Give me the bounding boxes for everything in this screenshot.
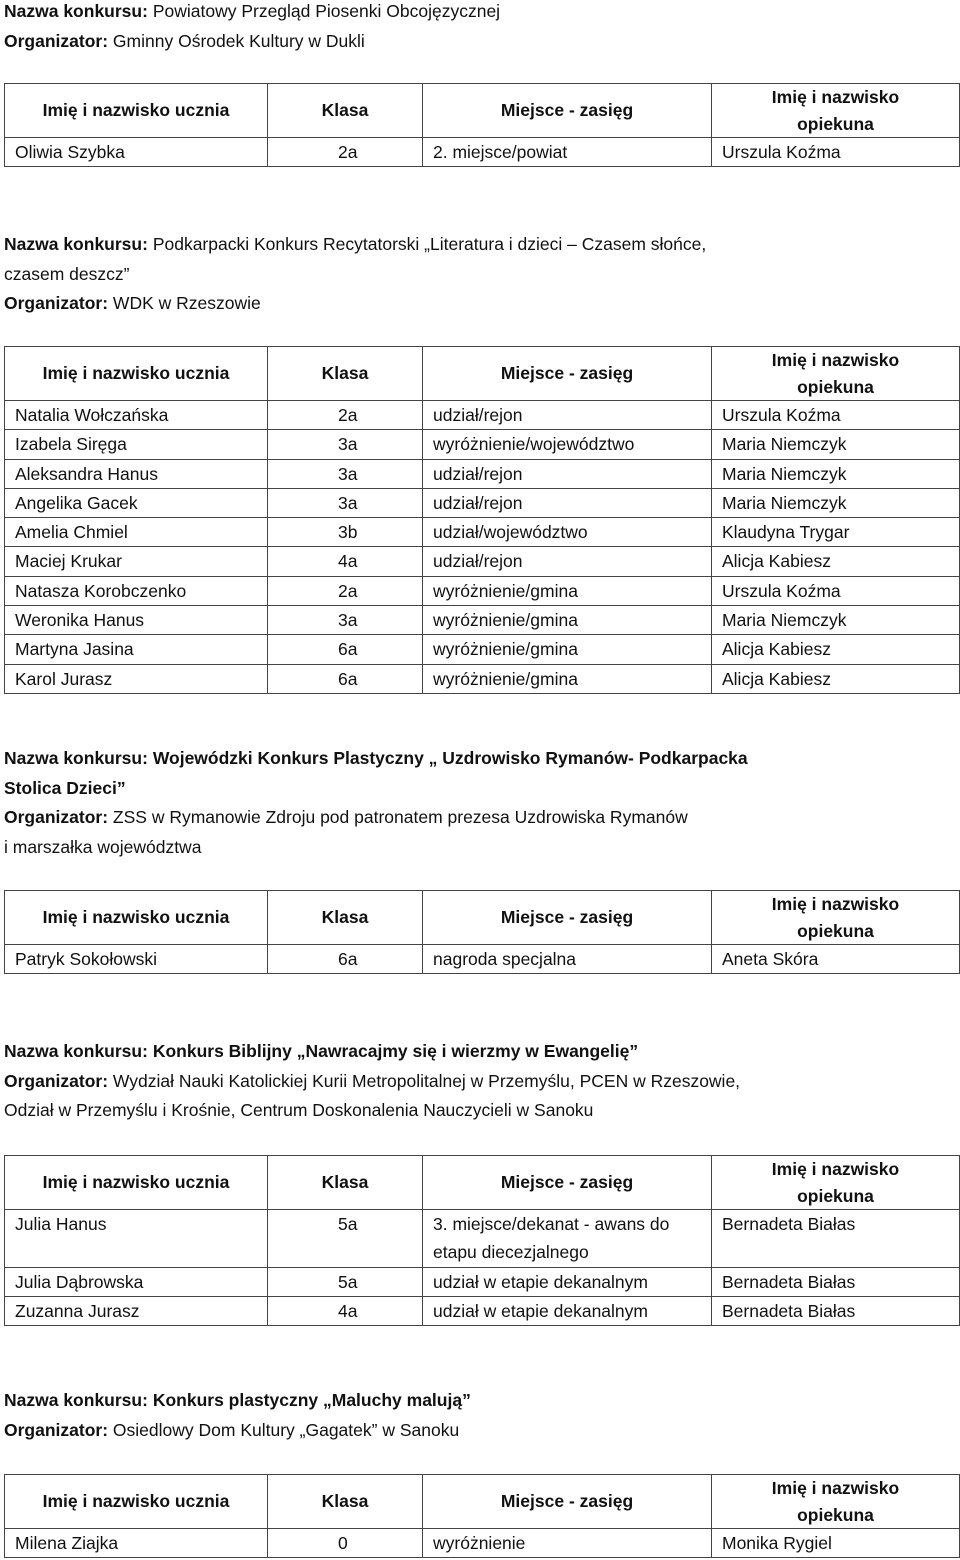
cell-student: Julia Dąbrowska xyxy=(5,1267,268,1296)
cell-student: Aleksandra Hanus xyxy=(5,459,268,488)
contest-name: Konkurs Biblijny „Nawracajmy się i wierzmy w Ewangelię” xyxy=(152,1041,639,1061)
cell-tutor: Maria Niemczyk xyxy=(712,606,960,635)
table-row xyxy=(5,518,960,547)
cell-tutor: Alicja Kabiesz xyxy=(712,664,960,693)
cell-tutor: Alicja Kabiesz xyxy=(712,635,960,664)
cell-class: 3b xyxy=(268,518,423,547)
cell-tutor: Bernadeta Białas xyxy=(712,1210,960,1268)
cell-class: 6a xyxy=(268,635,423,664)
cell-student: Izabela Siręga xyxy=(5,430,268,459)
tutor-header-line1: Imię i nazwisko xyxy=(771,87,900,107)
table-row xyxy=(5,1210,960,1268)
col-header-student: Imię i nazwisko ucznia xyxy=(5,891,268,945)
table-row xyxy=(5,401,960,430)
table-row xyxy=(5,1267,960,1296)
cell-place: udział/rejon xyxy=(423,459,712,488)
contest-name: Podkarpacki Konkurs Recytatorski „Literatura i dzieci – Czasem słońce, xyxy=(152,234,707,254)
cell-tutor: Alicja Kabiesz xyxy=(712,547,960,576)
cell-student: Natalia Wołczańska xyxy=(5,401,268,430)
cell-student: Maciej Krukar xyxy=(5,547,268,576)
cell-class: 3a xyxy=(268,430,423,459)
cell-class: 2a xyxy=(268,138,423,167)
col-header-class: Klasa xyxy=(268,1156,423,1210)
organizer-name-continued: i marszałka województwa xyxy=(4,836,202,857)
cell-class: 3a xyxy=(268,606,423,635)
contest-section-4 xyxy=(4,1037,959,1321)
cell-tutor: Maria Niemczyk xyxy=(712,459,960,488)
cell-place: 3. miejsce/dekanat - awans do etapu diecezjalnego xyxy=(423,1210,712,1268)
contest-name-continued: Stolica Dzieci” xyxy=(4,777,126,798)
results-table xyxy=(4,346,960,694)
cell-class: 4a xyxy=(268,1296,423,1325)
cell-place: udział w etapie dekanalnym xyxy=(423,1296,712,1325)
cell-class: 0 xyxy=(268,1529,423,1558)
table-row xyxy=(5,664,960,693)
cell-place: nagroda specjalna xyxy=(423,945,712,974)
tutor-header-line1: Imię i nazwisko xyxy=(771,1478,900,1498)
col-header-student: Imię i nazwisko ucznia xyxy=(5,1475,268,1529)
col-header-student: Imię i nazwisko ucznia xyxy=(5,84,268,138)
table-header-row xyxy=(5,84,960,138)
cell-place: 2. miejsce/powiat xyxy=(423,138,712,167)
contest-title xyxy=(4,230,959,260)
organizer-line xyxy=(4,1067,959,1097)
organizer-name: Osiedlowy Dom Kultury „Gagatek” w Sanoku xyxy=(112,1419,460,1440)
contest-title xyxy=(4,0,959,27)
contest-label: Nazwa konkursu: xyxy=(4,1390,148,1410)
contest-name: Konkurs plastyczny „Maluchy malują” xyxy=(152,1390,471,1410)
cell-tutor: Aneta Skóra xyxy=(712,945,960,974)
organizer-line xyxy=(4,1416,959,1446)
contest-section-1 xyxy=(4,0,959,162)
cell-class: 5a xyxy=(268,1267,423,1296)
tutor-header-line1: Imię i nazwisko xyxy=(771,1159,900,1179)
cell-place: wyróżnienie xyxy=(423,1529,712,1558)
results-table xyxy=(4,890,960,974)
col-header-place: Miejsce - zasięg xyxy=(423,891,712,945)
results-table xyxy=(4,1155,960,1326)
table-row xyxy=(5,430,960,459)
tutor-header-line2: opiekuna xyxy=(797,376,874,397)
contest-title xyxy=(4,1386,959,1416)
cell-place: wyróżnienie/gmina xyxy=(423,664,712,693)
contest-label: Nazwa konkursu: xyxy=(4,234,148,254)
tutor-header-line2: opiekuna xyxy=(797,1504,874,1525)
contest-label: Nazwa konkursu: xyxy=(4,1041,148,1061)
tutor-header-line2: opiekuna xyxy=(797,920,874,941)
cell-tutor: Bernadeta Białas xyxy=(712,1296,960,1325)
tutor-header-line1: Imię i nazwisko xyxy=(771,894,900,914)
table-header-row xyxy=(5,1475,960,1529)
results-table xyxy=(4,83,960,167)
cell-class: 6a xyxy=(268,664,423,693)
organizer-line xyxy=(4,289,959,319)
tutor-header-line2: opiekuna xyxy=(797,1185,874,1206)
col-header-tutor xyxy=(712,1156,960,1210)
contest-title xyxy=(4,744,959,774)
col-header-tutor xyxy=(712,891,960,945)
cell-tutor: Monika Rygiel xyxy=(712,1529,960,1558)
table-row xyxy=(5,459,960,488)
cell-class: 6a xyxy=(268,945,423,974)
col-header-place: Miejsce - zasięg xyxy=(423,84,712,138)
organizer-line xyxy=(4,27,959,57)
cell-student: Karol Jurasz xyxy=(5,664,268,693)
cell-place: udział/województwo xyxy=(423,518,712,547)
cell-class: 4a xyxy=(268,547,423,576)
organizer-label: Organizator: xyxy=(4,30,109,51)
organizer-name: WDK w Rzeszowie xyxy=(112,293,261,313)
col-header-class: Klasa xyxy=(268,84,423,138)
table-row xyxy=(5,576,960,605)
col-header-place: Miejsce - zasięg xyxy=(423,1156,712,1210)
cell-student: Amelia Chmiel xyxy=(5,518,268,547)
contest-label: Nazwa konkursu: xyxy=(4,748,148,768)
table-header-row xyxy=(5,347,960,401)
organizer-name: ZSS w Rymanowie Zdroju pod patronatem prezesa Uzdrowiska Rymanów xyxy=(112,807,688,827)
table-row xyxy=(5,635,960,664)
tutor-header-line2: opiekuna xyxy=(797,113,874,134)
table-row xyxy=(5,488,960,517)
cell-tutor: Bernadeta Białas xyxy=(712,1267,960,1296)
cell-student: Angelika Gacek xyxy=(5,488,268,517)
cell-place: wyróżnienie/gmina xyxy=(423,606,712,635)
cell-tutor: Urszula Koźma xyxy=(712,401,960,430)
organizer-label: Organizator: xyxy=(4,1419,109,1440)
contest-section-2 xyxy=(4,230,959,689)
table-row xyxy=(5,1529,960,1558)
contest-section-5 xyxy=(4,1386,959,1553)
contest-name: Wojewódzki Konkurs Plastyczny „ Uzdrowisko Rymanów- Podkarpacka xyxy=(152,748,748,768)
cell-class: 2a xyxy=(268,576,423,605)
organizer-name-continued: Odział w Przemyślu i Krośnie, Centrum Doskonalenia Nauczycieli w Sanoku xyxy=(4,1100,594,1120)
organizer-name: Wydział Nauki Katolickiej Kurii Metropolitalnej w Przemyślu, PCEN w Rzeszowie, xyxy=(112,1070,741,1091)
cell-student: Oliwia Szybka xyxy=(5,138,268,167)
table-row xyxy=(5,1296,960,1325)
contest-title xyxy=(4,1037,959,1067)
cell-tutor: Maria Niemczyk xyxy=(712,430,960,459)
organizer-name: Gminny Ośrodek Kultury w Dukli xyxy=(112,30,365,51)
cell-student: Julia Hanus xyxy=(5,1210,268,1268)
col-header-class: Klasa xyxy=(268,1475,423,1529)
col-header-tutor xyxy=(712,1475,960,1529)
table-row xyxy=(5,606,960,635)
col-header-student: Imię i nazwisko ucznia xyxy=(5,347,268,401)
col-header-class: Klasa xyxy=(268,347,423,401)
cell-student: Milena Ziajka xyxy=(5,1529,268,1558)
cell-class: 5a xyxy=(268,1210,423,1268)
table-header-row xyxy=(5,1156,960,1210)
cell-student: Natasza Korobczenko xyxy=(5,576,268,605)
table-header-row xyxy=(5,891,960,945)
cell-place: udział/rejon xyxy=(423,488,712,517)
cell-tutor: Klaudyna Trygar xyxy=(712,518,960,547)
cell-place: wyróżnienie/gmina xyxy=(423,635,712,664)
table-row xyxy=(5,138,960,167)
col-header-student: Imię i nazwisko ucznia xyxy=(5,1156,268,1210)
cell-class: 3a xyxy=(268,459,423,488)
cell-tutor: Urszula Koźma xyxy=(712,138,960,167)
cell-class: 2a xyxy=(268,401,423,430)
table-row xyxy=(5,547,960,576)
cell-place: wyróżnienie/województwo xyxy=(423,430,712,459)
contest-name-continued: czasem deszcz” xyxy=(4,263,130,284)
col-header-place: Miejsce - zasięg xyxy=(423,1475,712,1529)
results-table xyxy=(4,1474,960,1558)
cell-place: udział/rejon xyxy=(423,401,712,430)
cell-student: Weronika Hanus xyxy=(5,606,268,635)
contest-name: Powiatowy Przegląd Piosenki Obcojęzycznej xyxy=(152,1,501,21)
col-header-class: Klasa xyxy=(268,891,423,945)
cell-student: Patryk Sokołowski xyxy=(5,945,268,974)
contest-section-3 xyxy=(4,744,959,969)
tutor-header-line1: Imię i nazwisko xyxy=(771,350,900,370)
cell-place: wyróżnienie/gmina xyxy=(423,576,712,605)
col-header-tutor xyxy=(712,84,960,138)
cell-tutor: Maria Niemczyk xyxy=(712,488,960,517)
contest-label: Nazwa konkursu: xyxy=(4,1,148,21)
cell-place: udział w etapie dekanalnym xyxy=(423,1267,712,1296)
organizer-label: Organizator: xyxy=(4,807,109,827)
col-header-tutor xyxy=(712,347,960,401)
organizer-label: Organizator: xyxy=(4,1070,109,1091)
col-header-place: Miejsce - zasięg xyxy=(423,347,712,401)
cell-student: Martyna Jasina xyxy=(5,635,268,664)
cell-place: udział/rejon xyxy=(423,547,712,576)
cell-tutor: Urszula Koźma xyxy=(712,576,960,605)
organizer-label: Organizator: xyxy=(4,293,109,313)
cell-student: Zuzanna Jurasz xyxy=(5,1296,268,1325)
table-row xyxy=(5,945,960,974)
organizer-line xyxy=(4,803,959,833)
cell-class: 3a xyxy=(268,488,423,517)
